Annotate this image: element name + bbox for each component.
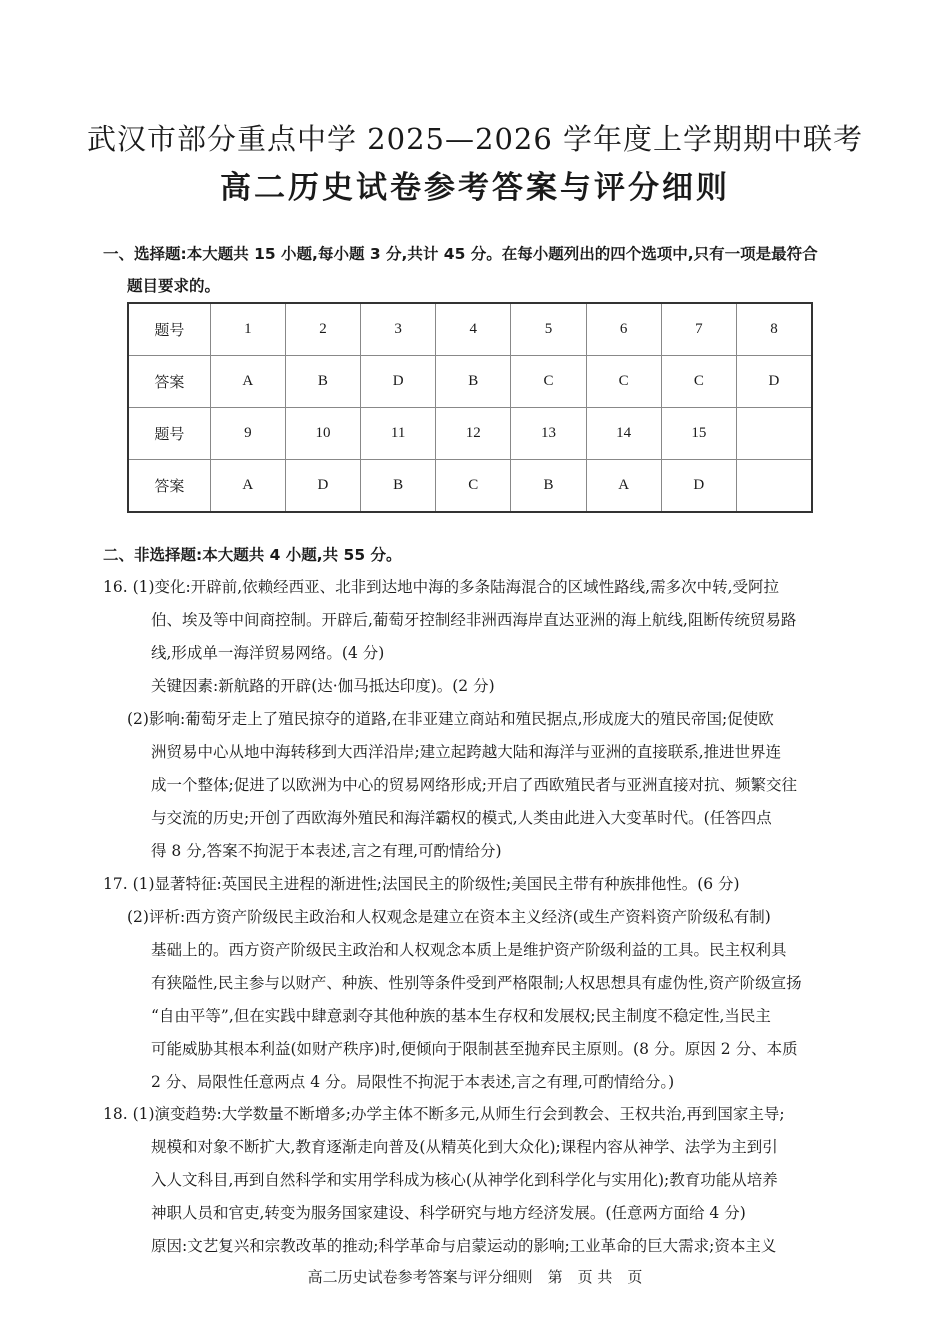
answer-line: 基础上的。西方资产阶级民主政治和人权观念本质上是维护资产阶级利益的工具。民主权利具 <box>151 941 787 959</box>
question-number: 12 <box>436 408 511 460</box>
answer-cell: C <box>586 356 661 408</box>
question-number: 13 <box>511 408 586 460</box>
answer-line: 伯、埃及等中间商控制。开辟后,葡萄牙控制经非洲西海岸直达亚洲的海上航线,阻断传统贸易路 <box>151 611 797 629</box>
question-16-answer <box>103 571 853 868</box>
answer-line: 线,形成单一海洋贸易网络。(4 分) <box>151 644 385 662</box>
row-label: 答案 <box>128 356 210 408</box>
page-footer: 高二历史试卷参考答案与评分细则 第 页 共 页 <box>307 1268 643 1286</box>
answer-table <box>127 302 813 513</box>
answer-cell: C <box>436 460 511 513</box>
question-number: 10 <box>285 408 360 460</box>
question-17-answer <box>103 868 853 1099</box>
question-18-answer <box>103 1098 853 1263</box>
answer-cell: A <box>210 356 285 408</box>
answer-line: 入人文科目,再到自然科学和实用学科成为核心(从神学化到科学化与实用化);教育功能从培养 <box>151 1171 778 1189</box>
answer-cell <box>736 460 812 513</box>
row-label: 题号 <box>128 408 210 460</box>
answer-cell: B <box>511 460 586 513</box>
answer-cell: C <box>661 356 736 408</box>
table-row <box>128 356 812 408</box>
answer-line: 关键因素:新航路的开辟(达·伽马抵达印度)。(2 分) <box>151 677 495 695</box>
question-number: 9 <box>210 408 285 460</box>
question-number: 4 <box>436 303 511 356</box>
answer-line: 2 分、局限性任意两点 4 分。局限性不拘泥于本表述,言之有理,可酌情给分。) <box>151 1073 675 1091</box>
row-label: 题号 <box>128 303 210 356</box>
answer-cell: A <box>210 460 285 513</box>
question-number <box>736 408 812 460</box>
answer-line: “自由平等”,但在实践中肆意剥夺其他种族的基本生存权和发展权;民主制度不稳定性,当民主 <box>151 1007 771 1025</box>
section1-heading <box>103 238 853 302</box>
section2-heading: 二、非选择题:本大题共 4 小题,共 55 分。 <box>103 546 402 564</box>
question-number: 6 <box>586 303 661 356</box>
question-number: 5 <box>511 303 586 356</box>
answer-cell: D <box>736 356 812 408</box>
answer-line: 18. (1)演变趋势:大学数量不断增多;办学主体不断多元,从师生行会到教会、王权共治,再到国家主导; <box>103 1105 785 1123</box>
section1-heading-line1: 一、选择题:本大题共 15 小题,每小题 3 分,共计 45 分。在每小题列出的四个选项中,只有一项是最符合 <box>103 245 818 263</box>
answer-line: 原因:文艺复兴和宗教改革的推动;科学革命与启蒙运动的影响;工业革命的巨大需求;资本主义 <box>151 1237 777 1255</box>
document-title: 高二历史试卷参考答案与评分细则 <box>220 170 730 206</box>
answer-cell: A <box>586 460 661 513</box>
exam-title: 武汉市部分重点中学 2025—2026 学年度上学期期中联考 <box>86 122 864 156</box>
answer-line: 洲贸易中心从地中海转移到大西洋沿岸;建立起跨越大陆和海洋与亚洲的直接联系,推进世界连 <box>151 743 782 761</box>
row-label: 答案 <box>128 460 210 513</box>
answer-line: (2)评析:西方资产阶级民主政治和人权观念是建立在资本主义经济(或生产资料资产阶级私有制) <box>127 908 771 926</box>
answer-cell: B <box>361 460 436 513</box>
question-number: 1 <box>210 303 285 356</box>
question-number: 11 <box>361 408 436 460</box>
answer-line: 可能威胁其根本利益(如财产秩序)时,便倾向于限制甚至抛弃民主原则。(8 分。原因 2 分、本质 <box>151 1040 798 1058</box>
answer-cell: D <box>361 356 436 408</box>
question-number: 3 <box>361 303 436 356</box>
answer-cell: D <box>285 460 360 513</box>
question-number: 15 <box>661 408 736 460</box>
question-number: 2 <box>285 303 360 356</box>
answer-line: 17. (1)显著特征:英国民主进程的渐进性;法国民主的阶级性;美国民主带有种族排他性。(6 分) <box>103 875 740 893</box>
answer-line: 成一个整体;促进了以欧洲为中心的贸易网络形成;开启了西欧殖民者与亚洲直接对抗、频繁交往 <box>151 776 797 794</box>
answer-line: 得 8 分,答案不拘泥于本表述,言之有理,可酌情给分) <box>151 842 502 860</box>
answer-cell: B <box>285 356 360 408</box>
answer-cell: B <box>436 356 511 408</box>
table-row <box>128 460 812 513</box>
answer-line: 神职人员和官吏,转变为服务国家建设、科学研究与地方经济发展。(任意两方面给 4 分) <box>151 1204 746 1222</box>
answer-cell: C <box>511 356 586 408</box>
table-row <box>128 408 812 460</box>
answer-line: 16. (1)变化:开辟前,依赖经西亚、北非到达地中海的多条陆海混合的区域性路线,需多次中转,受阿拉 <box>103 578 780 596</box>
answer-cell: D <box>661 460 736 513</box>
table-row <box>128 303 812 356</box>
answer-line: 规模和对象不断扩大,教育逐渐走向普及(从精英化到大众化);课程内容从神学、法学为主到引 <box>151 1138 778 1156</box>
section1-heading-line2: 题目要求的。 <box>127 277 221 295</box>
question-number: 7 <box>661 303 736 356</box>
question-number: 14 <box>586 408 661 460</box>
answer-line: 与交流的历史;开创了西欧海外殖民和海洋霸权的模式,人类由此进入大变革时代。(任答四点 <box>151 809 772 827</box>
answer-line: (2)影响:葡萄牙走上了殖民掠夺的道路,在非亚建立商站和殖民据点,形成庞大的殖民帝国;促使欧 <box>127 710 774 728</box>
answer-line: 有狭隘性,民主参与以财产、种族、性别等条件受到严格限制;人权思想具有虚伪性,资产阶级宣扬 <box>151 974 802 992</box>
question-number: 8 <box>736 303 812 356</box>
